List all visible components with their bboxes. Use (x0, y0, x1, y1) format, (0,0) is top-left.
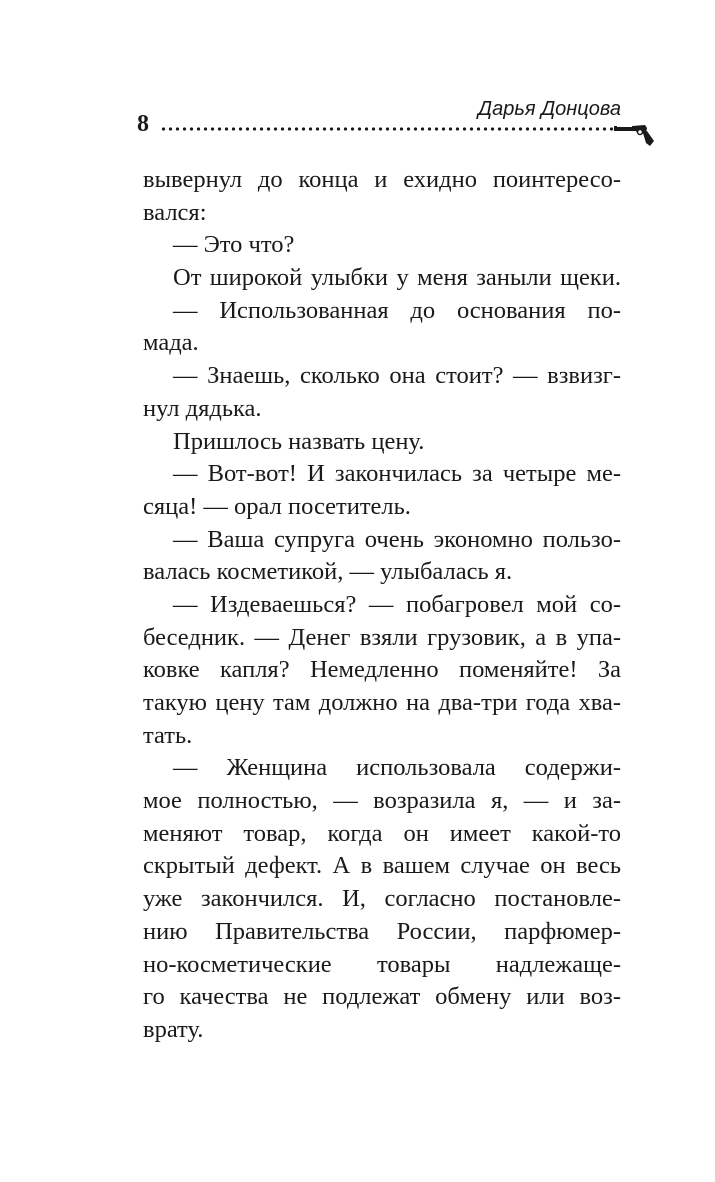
text-line: тать. (143, 721, 193, 749)
text-line: беседник. — Денег взяли грузовик, а в упа- (143, 623, 621, 651)
text-line: такую цену там должно на два-три года хва- (143, 689, 621, 716)
text-line: Пришлось назвать цену. (173, 427, 425, 455)
page-header (0, 0, 715, 150)
text-line: — Это что? (173, 231, 295, 259)
revolver-icon (614, 122, 656, 148)
text-line: вывернул до конца и ехидно поинтересо- (143, 166, 621, 193)
text-line: нул дядька. (143, 394, 262, 422)
text-line: нию Правительства России, парфюмер- (143, 917, 621, 945)
text-line: го качества не подлежат обмену или воз- (143, 983, 621, 1011)
text-line: меняют товар, когда он имеет какой-то (143, 819, 621, 847)
text-line: валась косметикой, — улыбалась я. (143, 558, 513, 586)
text-line: сяца! — орал посетитель. (143, 492, 411, 520)
text-line: — Знаешь, сколько она стоит? — взвизг- (173, 362, 621, 390)
text-line: мада. (143, 329, 199, 357)
text-line: вался: (143, 198, 207, 226)
text-line: От широкой улыбки у меня заныли щеки. (173, 264, 621, 292)
body-text (143, 164, 621, 1047)
text-line: — Издеваешься? — побагровел мой со- (173, 590, 621, 618)
text-line: мое полностью, — возразила я, — и за- (143, 787, 621, 815)
text-line: — Использованная до основания по- (173, 296, 621, 324)
text-line: скрытый дефект. А в вашем случае он весь (143, 852, 621, 880)
text-line: — Женщина использовала содержи- (173, 754, 621, 782)
page-number: 8 (137, 111, 149, 137)
running-head-author: Дарья Донцова (478, 98, 621, 120)
text-line: — Вот-вот! И закончилась за четыре ме- (173, 460, 621, 488)
text-line: но-косметические товары надлежаще- (143, 950, 621, 978)
text-line: врату. (143, 1015, 204, 1043)
header-dot-leader (160, 127, 618, 131)
text-line: уже закончился. И, согласно постановле- (143, 885, 621, 913)
text-line: — Ваша супруга очень экономно пользо- (173, 525, 621, 553)
text-line: ковке капля? Немедленно поменяйте! За (143, 656, 621, 684)
